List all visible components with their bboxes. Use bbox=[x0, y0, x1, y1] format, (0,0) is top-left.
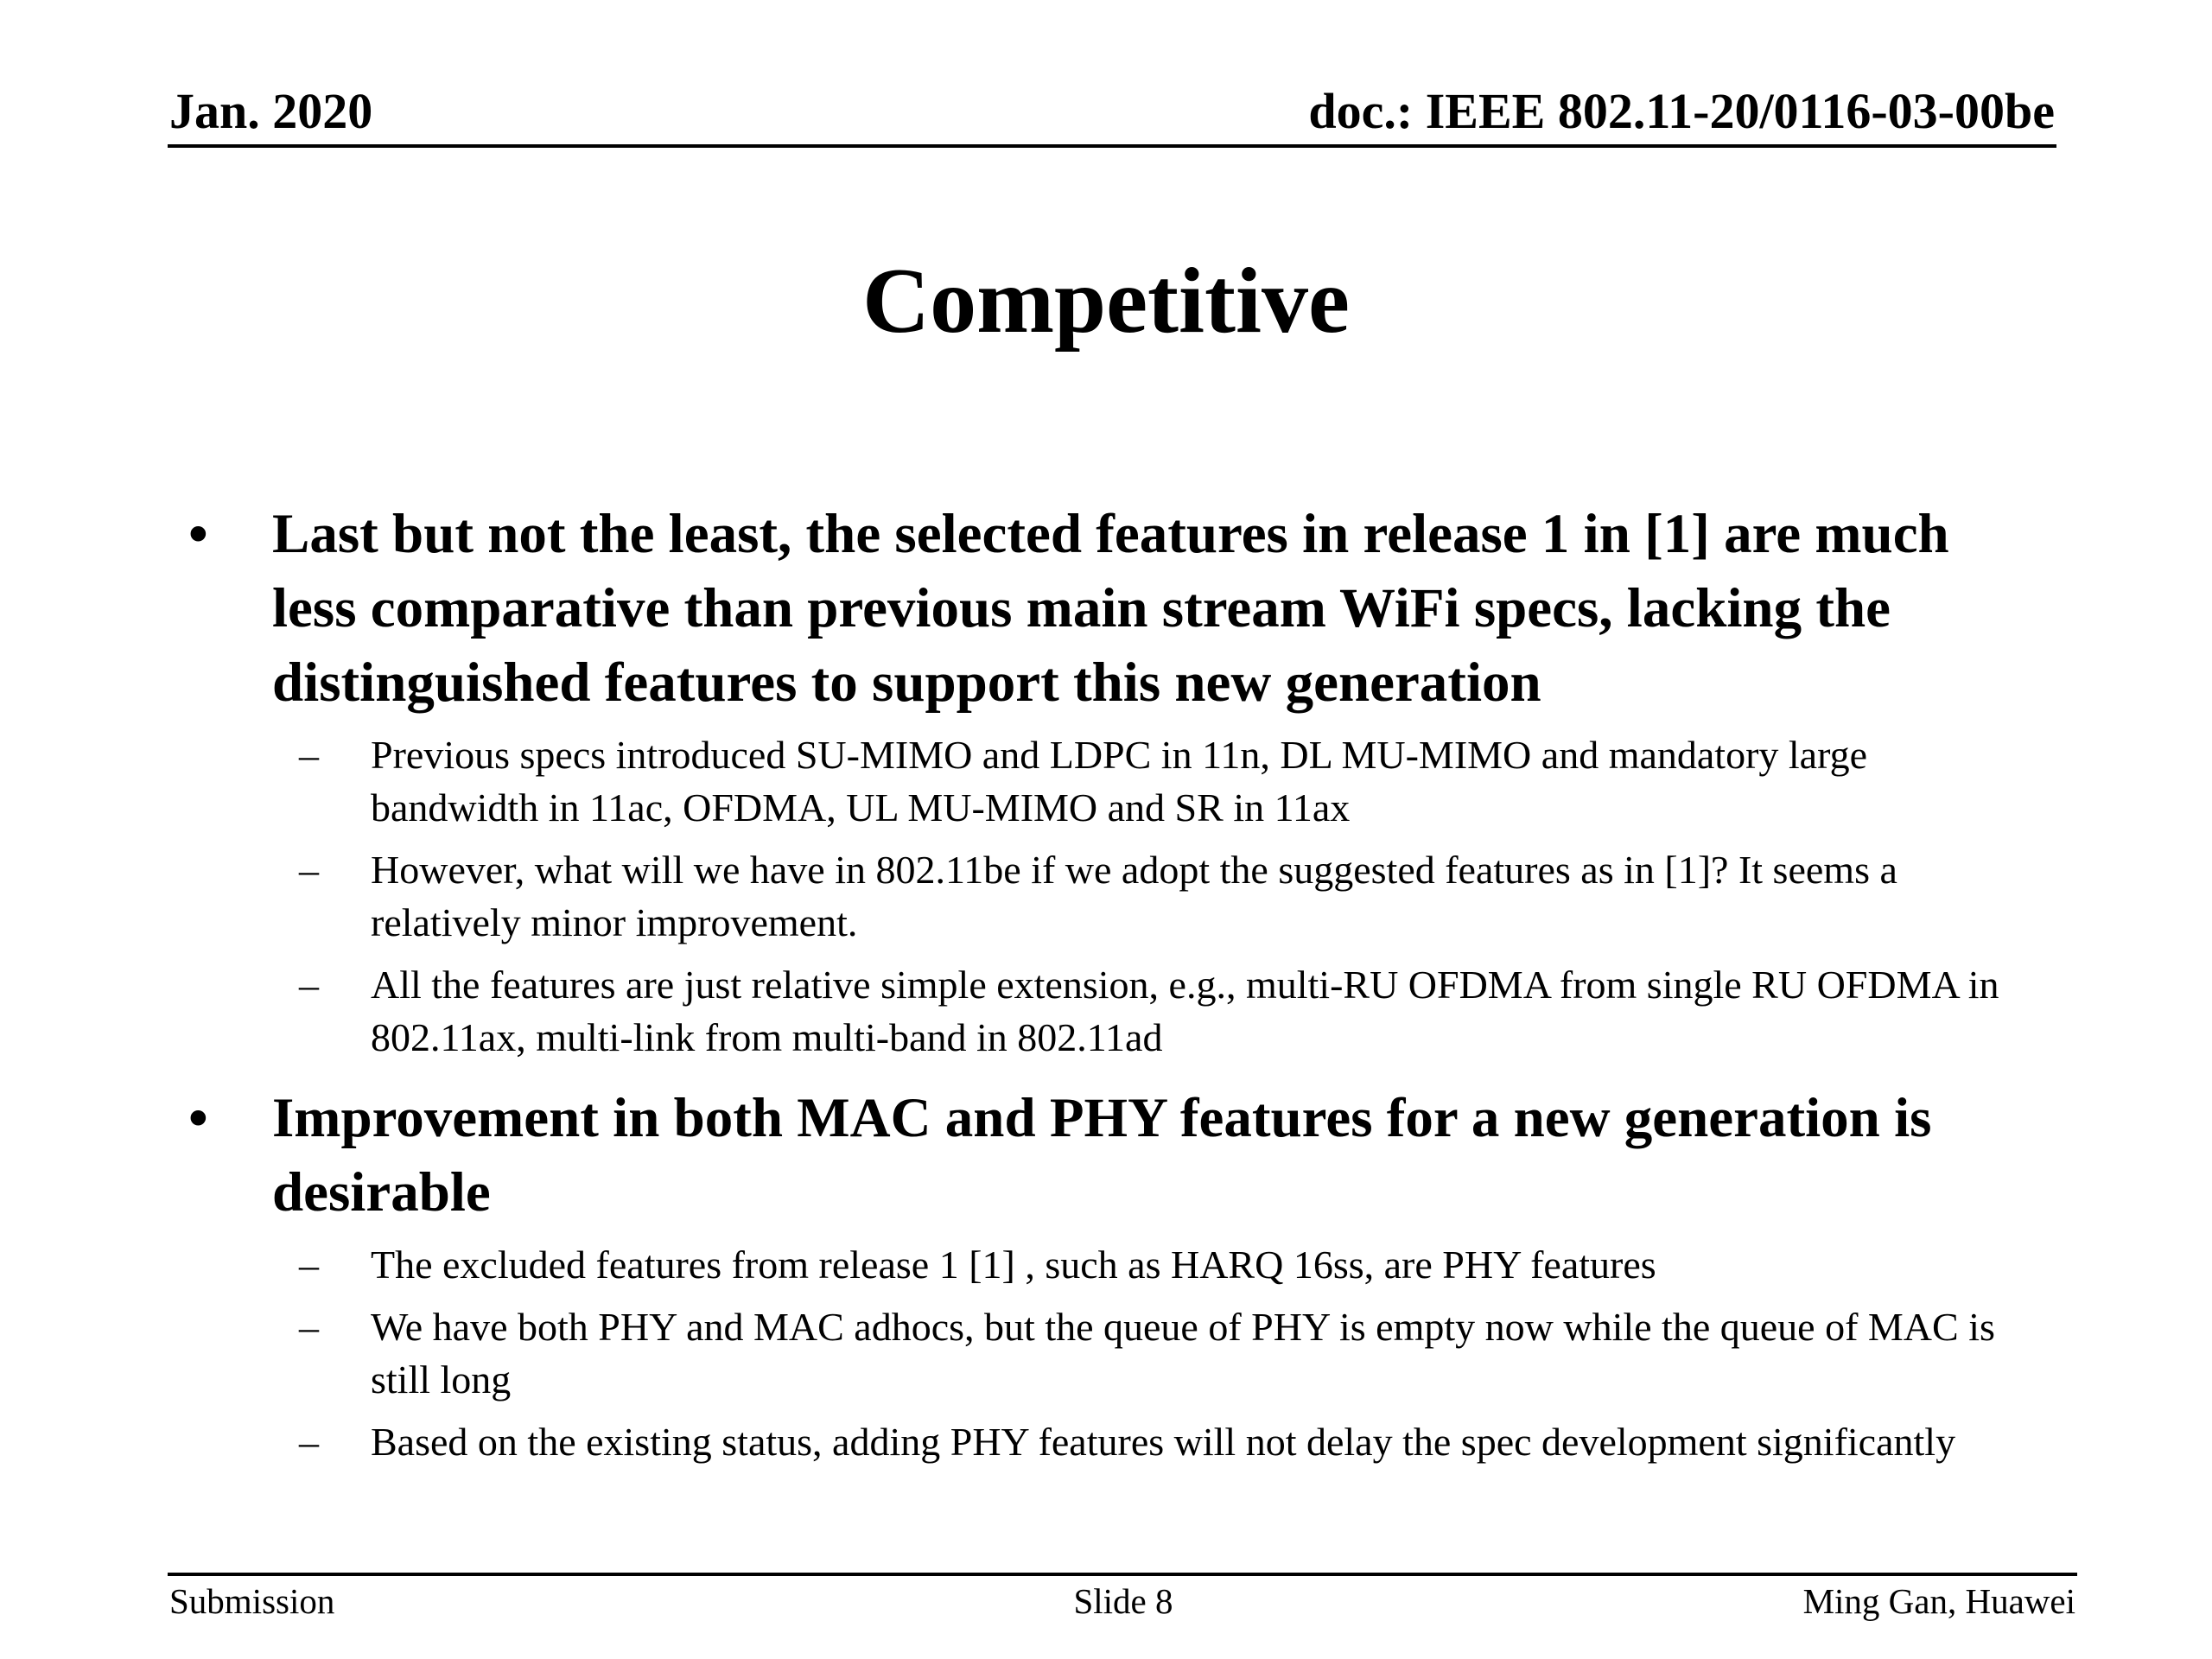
header-rule bbox=[168, 144, 2056, 148]
bullet-marker: • bbox=[188, 1087, 208, 1149]
bullet-text: Last but not the least, the selected features in release 1 in [1] are much less comparative than previous main stream WiFi specs, lacking the distinguished features to support this new generation bbox=[272, 503, 1949, 714]
sub-item bbox=[0, 843, 2030, 949]
footer-author: Ming Gan, Huawei bbox=[1802, 1581, 2075, 1621]
sub-marker: – bbox=[299, 733, 319, 777]
bullet-item bbox=[0, 497, 2000, 720]
sub-text: We have both PHY and MAC adhocs, but the queue of PHY is empty now while the queue of MAC is still long bbox=[371, 1305, 1995, 1402]
slide-title: Competitive bbox=[862, 250, 1350, 353]
sub-marker: – bbox=[299, 1420, 319, 1464]
sub-list bbox=[0, 1238, 2212, 1468]
bullet-item bbox=[0, 1081, 2000, 1230]
sub-item bbox=[0, 1300, 2030, 1406]
sub-marker: – bbox=[299, 963, 319, 1007]
sub-text: The excluded features from release 1 [1] , such as HARQ 16ss, are PHY features bbox=[371, 1243, 1656, 1287]
sub-list bbox=[0, 728, 2212, 1064]
footer-rule bbox=[168, 1573, 2077, 1576]
sub-text: All the features are just relative simple extension, e.g., multi-RU OFDMA from single RU OFDMA in 802.11ax, multi-link from multi-band in 802.11ad bbox=[371, 963, 1999, 1059]
sub-item bbox=[0, 728, 2030, 834]
sub-item bbox=[0, 958, 2030, 1064]
bullet-text: Improvement in both MAC and PHY features for a new generation is desirable bbox=[272, 1087, 1932, 1224]
header-date: Jan. 2020 bbox=[169, 83, 373, 139]
slide-content bbox=[0, 497, 2212, 1478]
header-doc-id: doc.: IEEE 802.11-20/0116-03-00be bbox=[1308, 83, 2055, 139]
bullet-marker: • bbox=[188, 503, 208, 565]
sub-item bbox=[0, 1415, 2030, 1468]
sub-text: Previous specs introduced SU-MIMO and LDPC in 11n, DL MU-MIMO and mandatory large bandwidth in 11ac, OFDMA, UL MU-MIMO and SR in 11ax bbox=[371, 733, 1868, 830]
footer-slide-number: Slide 8 bbox=[1073, 1581, 1173, 1621]
footer-submission: Submission bbox=[169, 1581, 335, 1621]
sub-marker: – bbox=[299, 848, 319, 892]
sub-marker: – bbox=[299, 1243, 319, 1287]
sub-text: However, what will we have in 802.11be if we adopt the suggested features as in [1]? It seems a relatively minor improvement. bbox=[371, 848, 1897, 944]
sub-item bbox=[0, 1238, 2030, 1291]
sub-marker: – bbox=[299, 1305, 319, 1349]
sub-text: Based on the existing status, adding PHY features will not delay the spec development significantly bbox=[371, 1420, 1956, 1464]
